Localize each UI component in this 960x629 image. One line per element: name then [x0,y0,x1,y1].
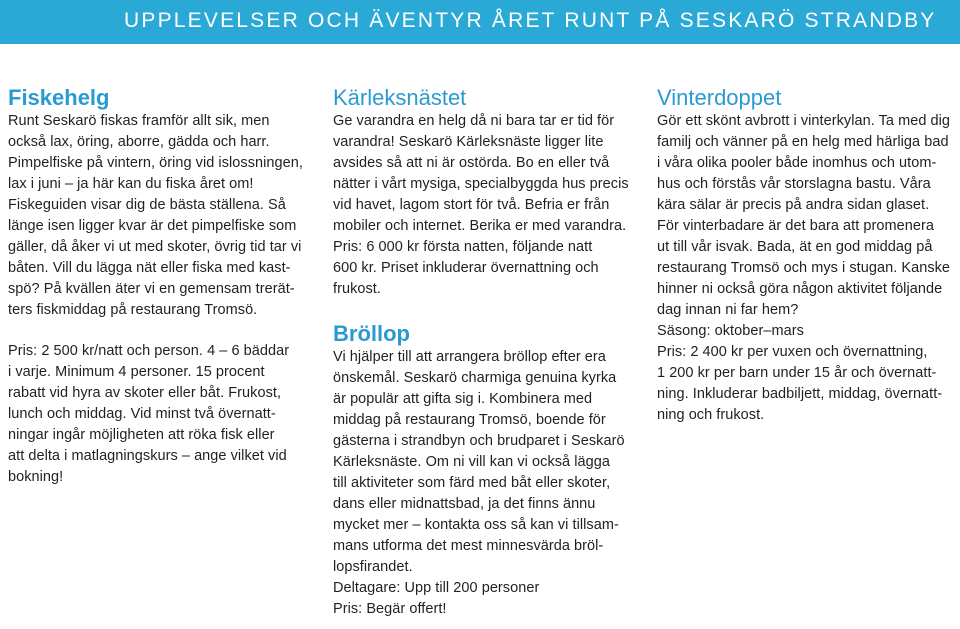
section-heading-vinterdoppet: Vinterdoppet [657,85,782,110]
text-line: är populär att gifta sig i. Kombinera med [333,391,593,407]
section-heading-fiskehelg: Fiskehelg [8,85,110,110]
column-vinterdoppet [657,85,957,426]
text-line: lunch och middag. Vid minst två övernatt- [8,406,276,422]
text-line: restaurang Tromsö och mys i stugan. Kanske [657,260,951,276]
text-line: Gör ett skönt avbrott i vinterkylan. Ta med dig [657,113,951,129]
column-karleksnastet-brollop [333,85,638,620]
text-line: hus och förstås vår storslagna bastu. Våra [657,176,931,192]
text-line: också lax, öring, aborre, gädda och harr. [8,134,270,150]
karleksnastet-paragraph [333,111,638,300]
text-line: mobiler och internet. Berika er med varandra. [333,218,627,234]
fiskehelg-paragraph-1 [8,111,313,321]
text-line: länge isen ligger kvar är det pimpelfiske som [8,218,297,234]
text-line: spö? På kvällen äter vi en gemensam trerät- [8,281,295,297]
text-line: ning och frukost. [657,407,765,423]
section-heading-brollop: Bröllop [333,321,410,346]
text-line: båten. Vill du lägga nät eller fiska med kast- [8,260,291,276]
text-line: Pris: 6 000 kr första natten, följande natt [333,239,593,255]
text-line: Pris: 2 500 kr/natt och person. 4 – 6 bäddar [8,343,290,359]
text-line: lax i juni – ja här kan du fiska året om! [8,176,254,192]
section-spacer [333,300,638,321]
column-fiskehelg [8,85,313,488]
text-line: 1 200 kr per barn under 15 år och övernatt- [657,365,937,381]
text-line: ningar ingår möjligheten att röka fisk eller [8,427,275,443]
text-line: middag på restaurang Tromsö, boende för [333,412,606,428]
text-line: ning. Inkluderar badbiljett, middag, övernatt- [657,386,943,402]
text-line: vid havet, lagom stort för två. Befria er från [333,197,610,213]
text-line: mycket mer – kontakta oss så kan vi tillsam- [333,517,619,533]
text-line: varandra! Seskarö Kärleksnäste ligger lite [333,134,604,150]
text-line: gäller, då åker vi ut med skoter, övrig tid tar vi [8,239,302,255]
text-line: att delta i matlagningskurs – ange vilket vid [8,448,287,464]
page-title: UPPLEVELSER OCH ÄVENTYR ÅRET RUNT PÅ SESKARÖ STRANDBY [124,9,937,32]
text-line: familj och vänner på en helg med härliga bad [657,134,949,150]
text-line: För vinterbadare är det bara att promenera [657,218,934,234]
text-line: till aktiviteter som färd med båt eller skoter, [333,475,611,491]
text-line: dag innan ni far hem? [657,302,799,318]
brollop-paragraph [333,347,638,620]
title-banner [0,0,960,44]
text-line: rabatt vid hyra av skoter eller båt. Frukost, [8,385,282,401]
text-line: mans utforma det mest minnesvärda bröl- [333,538,604,554]
text-line: önskemål. Seskarö charmiga genuina kyrka [333,370,617,386]
text-line: bokning! [8,469,64,485]
paragraph-spacer [8,321,313,341]
text-line: Ge varandra en helg då ni bara tar er tid för [333,113,615,129]
fiskehelg-price-paragraph [8,341,313,488]
text-line: dans eller midnattsbad, ja det finns ännu [333,496,596,512]
text-line: avsides så att ni är ostörda. Bo en eller två [333,155,610,171]
text-line: gästerna i strandbyn och brudparet i Seskarö [333,433,625,449]
text-line: 600 kr. Priset inkluderar övernattning och [333,260,599,276]
text-line: i våra olika pooler både inomhus och utom- [657,155,937,171]
text-line: i varje. Minimum 4 personer. 15 procent [8,364,265,380]
text-line: Säsong: oktober–mars [657,323,804,339]
text-line: ters fiskmiddag på restaurang Tromsö. [8,302,258,318]
text-line: Deltagare: Upp till 200 personer [333,580,540,596]
text-line: Vi hjälper till att arrangera bröllop efter era [333,349,606,365]
text-line: Kärleksnäste. Om ni vill kan vi också lägga [333,454,610,470]
text-line: lopsfirandet. [333,559,413,575]
text-line: Fiskeguiden visar dig de bästa ställena. Så [8,197,286,213]
text-line: Pris: 2 400 kr per vuxen och övernattning, [657,344,928,360]
vinterdoppet-paragraph [657,111,957,426]
text-line: Pris: Begär offert! [333,601,447,617]
text-line: ut till vår isvak. Bada, ät en god middag på [657,239,933,255]
text-line: Pimpelfiske på vintern, öring vid islossningen, [8,155,303,171]
section-heading-karleksnastet: Kärleksnästet [333,85,467,110]
text-line: hinner ni också göra någon aktivitet följande [657,281,943,297]
text-line: frukost. [333,281,381,297]
text-line: Runt Seskarö fiskas framför allt sik, men [8,113,270,129]
text-line: kära sälar är precis på andra sidan glaset. [657,197,930,213]
text-line: nätter i vårt mysiga, specialbyggda hus precis [333,176,629,192]
